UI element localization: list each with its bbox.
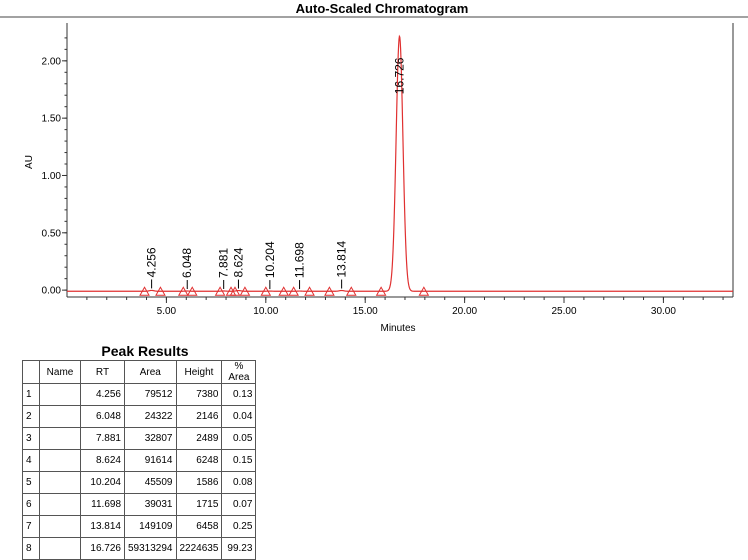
row-height: 2224635 bbox=[176, 538, 222, 560]
row-rt: 6.048 bbox=[81, 406, 125, 428]
peak-labels bbox=[145, 57, 407, 289]
row-percent-area: 0.25 bbox=[222, 516, 256, 538]
row-index: 5 bbox=[23, 472, 40, 494]
row-name bbox=[40, 494, 81, 516]
x-tick-label: 15.00 bbox=[352, 306, 378, 317]
row-index: 4 bbox=[23, 450, 40, 472]
row-area: 32807 bbox=[125, 428, 177, 450]
row-name bbox=[40, 516, 81, 538]
row-index: 6 bbox=[23, 494, 40, 516]
row-height: 6458 bbox=[176, 516, 222, 538]
peak-results-table bbox=[22, 360, 256, 560]
row-index: 2 bbox=[23, 406, 40, 428]
peak-label: 7.881 bbox=[216, 247, 231, 278]
table-row bbox=[23, 472, 256, 494]
row-percent-area: 99.23 bbox=[222, 538, 256, 560]
y-tick-label: 1.50 bbox=[41, 113, 61, 125]
peak-label: 6.048 bbox=[180, 247, 195, 279]
row-rt: 16.726 bbox=[81, 538, 125, 560]
row-area: 39031 bbox=[125, 494, 177, 516]
peak-results-title: Peak Results bbox=[101, 343, 189, 359]
row-rt: 4.256 bbox=[81, 384, 125, 406]
row-name bbox=[40, 384, 81, 406]
row-index: 7 bbox=[23, 516, 40, 538]
row-area: 149109 bbox=[125, 516, 177, 538]
table-row bbox=[23, 538, 256, 560]
row-rt: 10.204 bbox=[81, 472, 125, 494]
table-header-row bbox=[23, 361, 256, 384]
y-tick-label: 1.00 bbox=[41, 170, 61, 182]
row-name bbox=[40, 538, 81, 560]
y-tick-label: 0.50 bbox=[41, 228, 61, 240]
col-header-name: Name bbox=[40, 361, 81, 384]
col-header-height: Height bbox=[176, 361, 222, 384]
table-row bbox=[23, 494, 256, 516]
x-axis bbox=[87, 297, 723, 317]
peak-label: 4.256 bbox=[144, 247, 159, 278]
x-tick-label: 25.00 bbox=[551, 306, 577, 317]
table-row bbox=[23, 450, 256, 472]
x-tick-label: 20.00 bbox=[452, 306, 478, 317]
row-rt: 7.881 bbox=[81, 428, 125, 450]
row-area: 59313294 bbox=[125, 538, 177, 560]
row-height: 7380 bbox=[176, 384, 222, 406]
row-name bbox=[40, 406, 81, 428]
row-height: 1715 bbox=[176, 494, 222, 516]
row-height: 2489 bbox=[176, 428, 222, 450]
table-row bbox=[23, 428, 256, 450]
col-header-area: Area bbox=[125, 361, 177, 384]
x-tick-label: 30.00 bbox=[650, 306, 676, 317]
col-header-index bbox=[23, 361, 40, 384]
row-index: 1 bbox=[23, 384, 40, 406]
table-row bbox=[23, 516, 256, 538]
y-tick-label: 2.00 bbox=[41, 56, 61, 68]
row-percent-area: 0.08 bbox=[222, 472, 256, 494]
row-index: 8 bbox=[23, 538, 40, 560]
x-tick-label: 5.00 bbox=[156, 306, 177, 317]
peak-label: 16.726 bbox=[392, 57, 407, 95]
table-row bbox=[23, 406, 256, 428]
row-area: 79512 bbox=[125, 384, 177, 406]
x-tick-label: 10.00 bbox=[253, 306, 279, 317]
row-rt: 11.698 bbox=[81, 494, 125, 516]
col-header-percent-area: % Area bbox=[222, 361, 256, 384]
row-percent-area: 0.05 bbox=[222, 428, 256, 450]
row-rt: 13.814 bbox=[81, 516, 125, 538]
row-percent-area: 0.13 bbox=[222, 384, 256, 406]
row-area: 91614 bbox=[125, 450, 177, 472]
row-height: 6248 bbox=[176, 450, 222, 472]
y-axis bbox=[42, 38, 67, 297]
x-axis-label: Minutes bbox=[380, 323, 416, 334]
y-tick-label: 0.00 bbox=[41, 285, 61, 297]
row-rt: 8.624 bbox=[81, 450, 125, 472]
row-name bbox=[40, 450, 81, 472]
row-percent-area: 0.07 bbox=[222, 494, 256, 516]
row-percent-area: 0.15 bbox=[222, 450, 256, 472]
row-area: 24322 bbox=[125, 406, 177, 428]
row-height: 2146 bbox=[176, 406, 222, 428]
peak-label: 10.204 bbox=[262, 241, 277, 279]
row-height: 1586 bbox=[176, 472, 222, 494]
peak-label: 8.624 bbox=[231, 247, 246, 278]
col-header-rt: RT bbox=[81, 361, 125, 384]
peak-label: 11.698 bbox=[292, 242, 307, 279]
peak-label: 13.814 bbox=[334, 240, 349, 278]
y-axis-label: AU bbox=[24, 155, 35, 169]
row-index: 3 bbox=[23, 428, 40, 450]
row-percent-area: 0.04 bbox=[222, 406, 256, 428]
row-area: 45509 bbox=[125, 472, 177, 494]
table-row bbox=[23, 384, 256, 406]
chart-title: Auto-Scaled Chromatogram bbox=[295, 1, 469, 16]
row-name bbox=[40, 472, 81, 494]
row-name bbox=[40, 428, 81, 450]
